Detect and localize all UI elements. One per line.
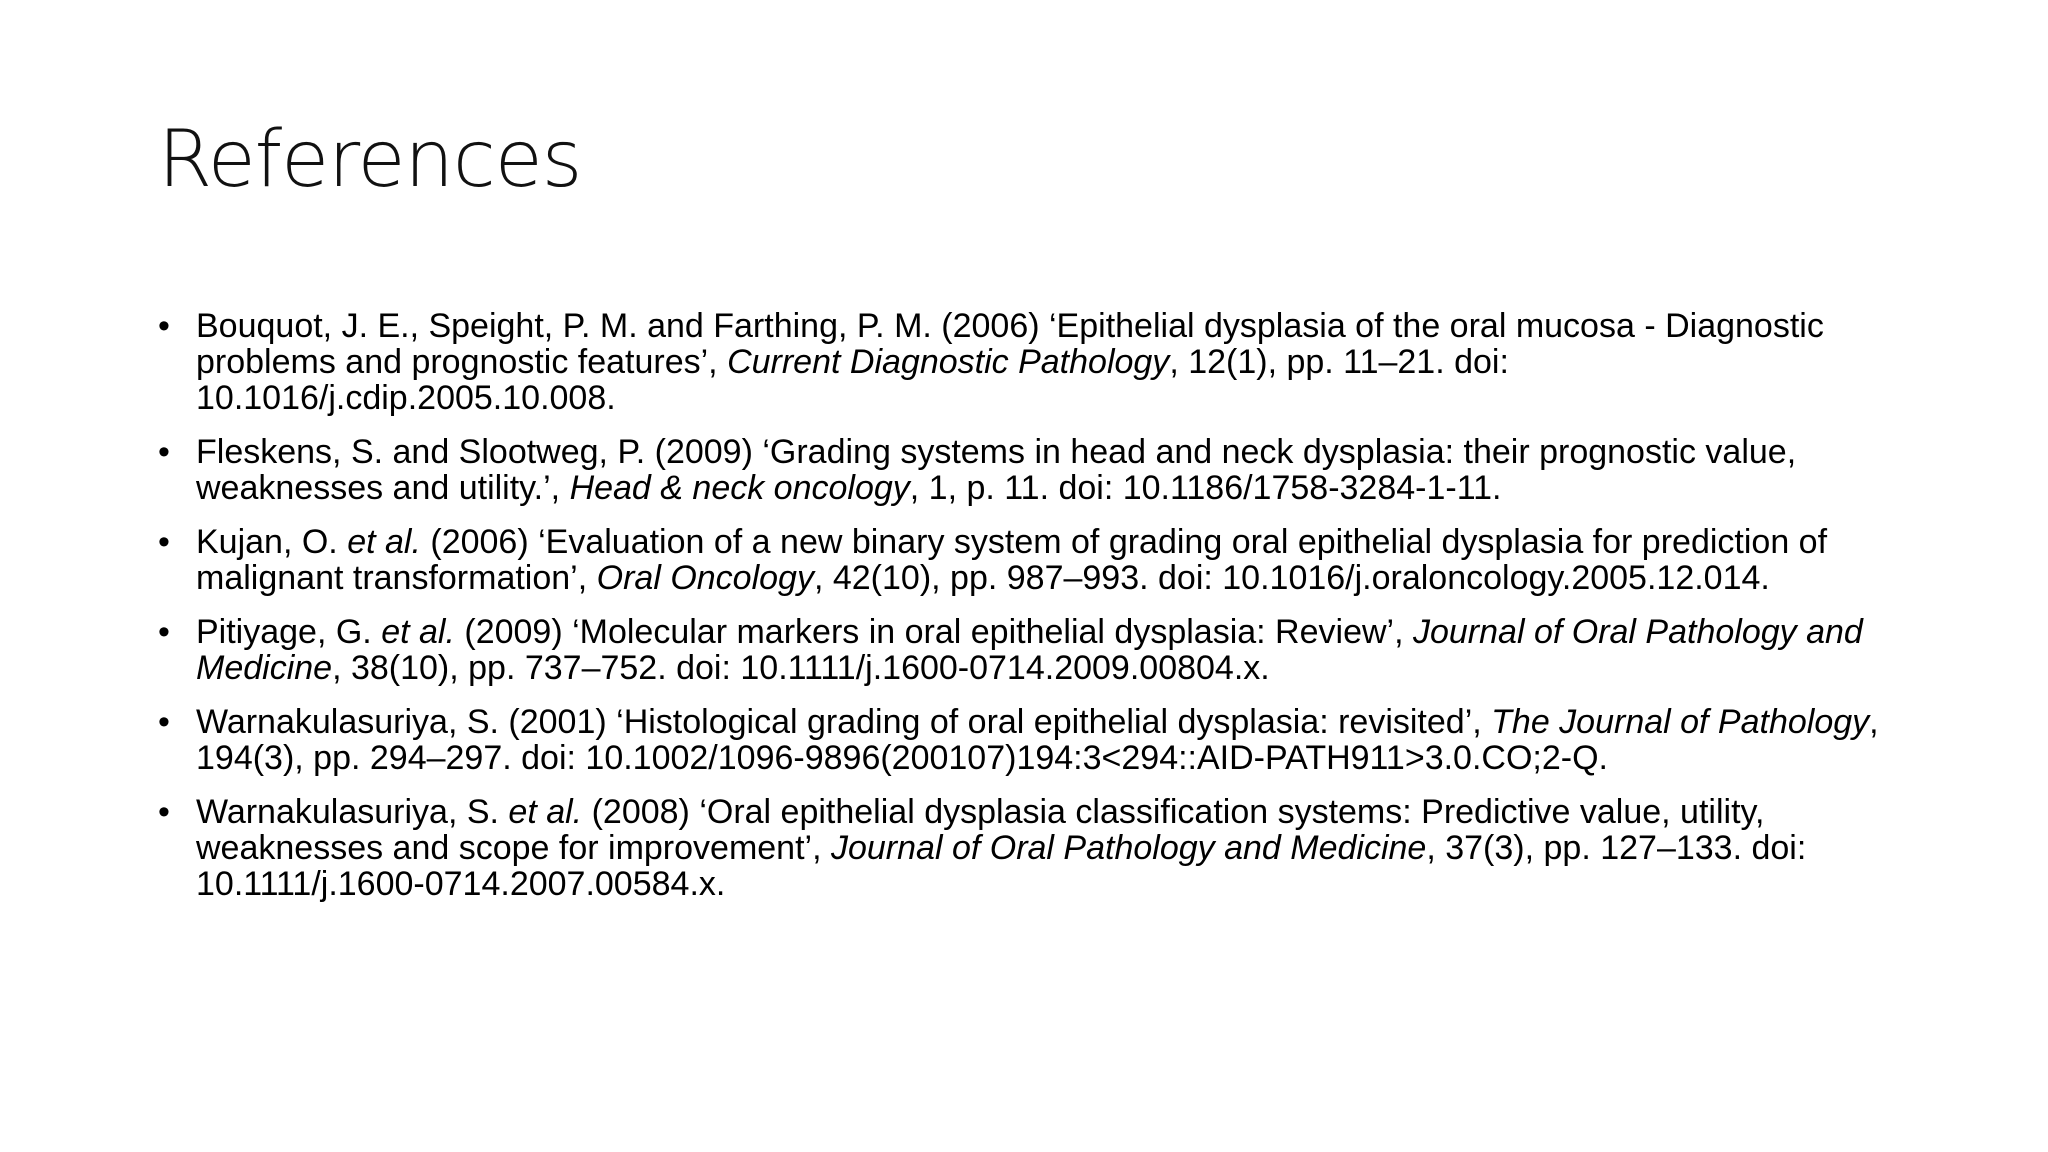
reference-text: Kujan, O. bbox=[196, 523, 348, 561]
journal-name: The Journal of Pathology bbox=[1491, 703, 1870, 741]
reference-item bbox=[158, 794, 1908, 902]
reference-item bbox=[158, 704, 1908, 776]
journal-name: Current Diagnostic Pathology bbox=[727, 343, 1170, 381]
reference-title: (2008) ‘Oral epithelial dysplasia classification systems: Predictive value, utility, weaknesses and scope for improvement’, bbox=[196, 793, 1765, 867]
reference-text: Pitiyage, G. bbox=[196, 613, 382, 651]
reference-list bbox=[158, 308, 1908, 920]
reference-details: , 1, p. 11. doi: 10.1186/1758-3284-1-11. bbox=[909, 469, 1502, 507]
reference-item bbox=[158, 434, 1908, 506]
reference-item bbox=[158, 308, 1908, 416]
bullet-icon: • bbox=[158, 793, 170, 831]
reference-details: , 42(10), pp. 987–993. doi: 10.1016/j.oraloncology.2005.12.014. bbox=[813, 559, 1770, 597]
reference-details: , 37(3), pp. 127–133. doi: 10.1111/j.1600-0714.2007.00584.x. bbox=[196, 829, 1807, 903]
reference-item bbox=[158, 614, 1908, 686]
reference-item bbox=[158, 524, 1908, 596]
bullet-icon: • bbox=[158, 307, 170, 345]
reference-title: (2009) ‘Molecular markers in oral epithelial dysplasia: Review’, bbox=[454, 613, 1413, 651]
reference-text: Warnakulasuriya, S. (2001) ‘Histological grading of oral epithelial dysplasia: revisited’, bbox=[196, 703, 1492, 741]
slide-title: References bbox=[158, 115, 582, 205]
reference-details: , 194(3), pp. 294–297. doi: 10.1002/1096-9896(200107)194:3<294::AID-PATH911>3.0.CO;2-Q. bbox=[196, 703, 1879, 777]
journal-name: Head & neck oncology bbox=[569, 469, 910, 507]
journal-name: Oral Oncology bbox=[596, 559, 814, 597]
journal-name: Journal of Oral Pathology and Medicine bbox=[196, 613, 1863, 687]
reference-details: , 12(1), pp. 11–21. doi: 10.1016/j.cdip.2005.10.008. bbox=[196, 343, 1509, 417]
bullet-icon: • bbox=[158, 613, 170, 651]
et-al: et al. bbox=[347, 523, 421, 561]
reference-title: (2006) ‘Evaluation of a new binary system of grading oral epithelial dysplasia for prediction of malignant transformation’, bbox=[196, 523, 1828, 597]
et-al: et al. bbox=[381, 613, 455, 651]
journal-name: Journal of Oral Pathology and Medicine bbox=[830, 829, 1427, 867]
reference-details: , 38(10), pp. 737–752. doi: 10.1111/j.1600-0714.2009.00804.x. bbox=[332, 649, 1270, 687]
reference-text: Fleskens, S. and Slootweg, P. (2009) ‘Grading systems in head and neck dysplasia: their prognostic value, weaknesses and utility.’, bbox=[196, 433, 1797, 507]
reference-text: Warnakulasuriya, S. bbox=[196, 793, 509, 831]
reference-text: Bouquot, J. E., Speight, P. M. and Farthing, P. M. (2006) ‘Epithelial dysplasia of the oral mucosa - Diagnostic problems and prognostic features’, bbox=[196, 307, 1824, 381]
et-al: et al. bbox=[508, 793, 583, 831]
bullet-icon: • bbox=[158, 523, 170, 561]
bullet-icon: • bbox=[158, 703, 170, 741]
bullet-icon: • bbox=[158, 433, 170, 471]
